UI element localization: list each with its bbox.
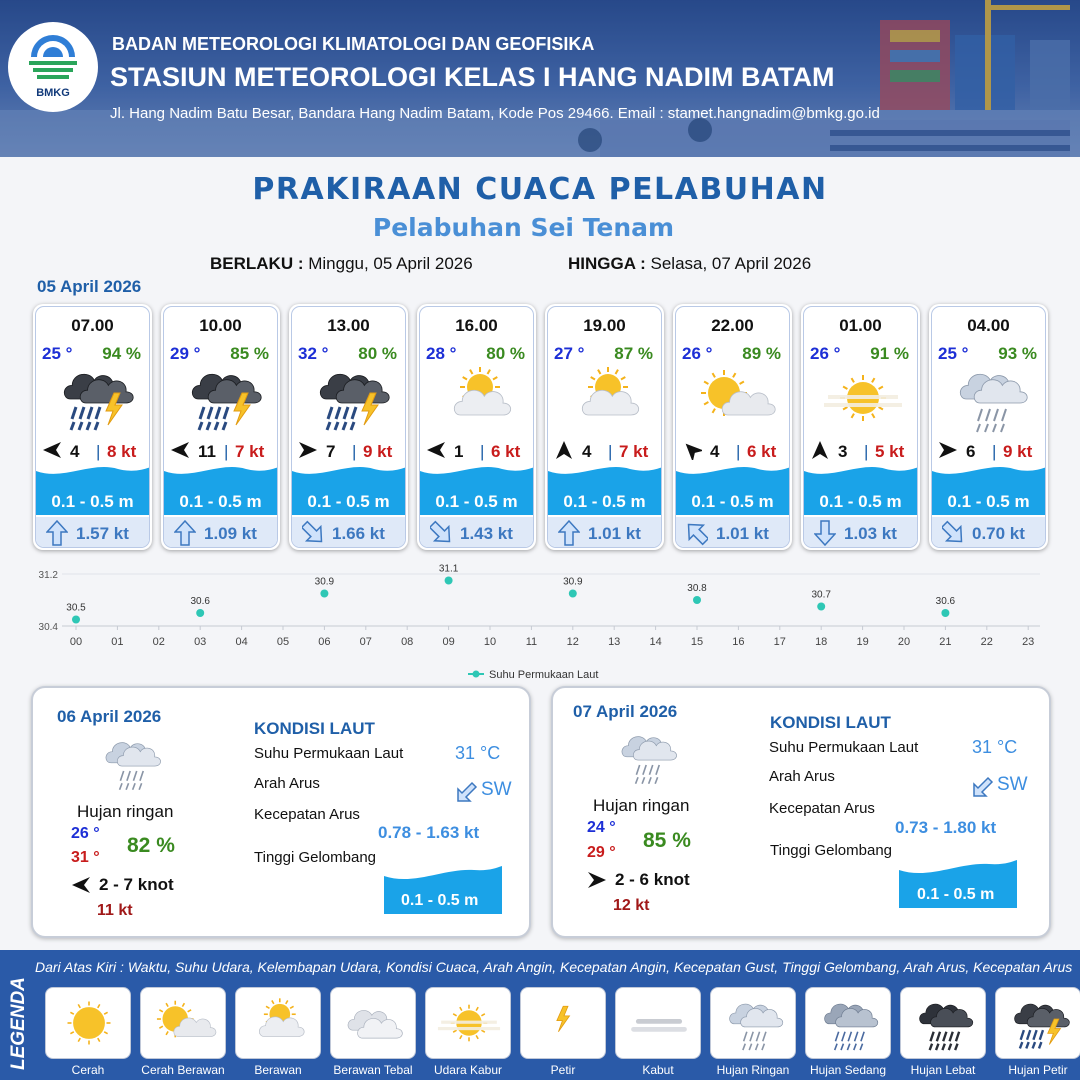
hujan-ringan-icon <box>607 722 687 790</box>
data-point <box>320 590 328 598</box>
wave-height: 0.1 - 0.5 m <box>819 492 902 511</box>
forecast-temp: 29 ° <box>170 344 201 363</box>
x-tick-label: 05 <box>276 636 290 648</box>
x-tick-label: 10 <box>483 636 497 648</box>
forecast-temp: 26 ° <box>810 344 841 363</box>
legend-label: Suhu Permukaan Laut <box>489 669 599 681</box>
data-label: 30.5 <box>66 602 86 614</box>
station-address: Jl. Hang Nadim Batu Besar, Bandara Hang Nadim Batam, Kode Pos 29466. Email : stamet.hangnadim@bmkg.go.id <box>110 105 880 122</box>
forecast-humidity: 91 % <box>870 344 909 363</box>
legend-cerah-berawan-icon <box>140 987 226 1059</box>
forecast-time: 01.00 <box>839 316 882 335</box>
x-tick-label: 14 <box>649 636 662 648</box>
current-speed-value: 0.73 - 1.80 kt <box>895 818 997 837</box>
gust: 11 kt <box>97 902 133 919</box>
gust-speed: 6 kt <box>747 442 777 461</box>
data-label: 30.7 <box>811 589 831 601</box>
current-dir-value: SW <box>997 774 1028 795</box>
gust-speed: 9 kt <box>363 442 393 461</box>
x-tick-label: 20 <box>897 636 911 648</box>
sea-title: KONDISI LAUT <box>770 713 891 732</box>
data-label: 30.6 <box>935 596 956 607</box>
station-name: STASIUN METEOROLOGI KELAS I HANG NADIM BATAM <box>110 62 835 92</box>
x-tick-label: 07 <box>359 636 372 648</box>
valid-from-value: Minggu, 05 April 2026 <box>308 254 473 273</box>
forecast-temp: 26 ° <box>682 344 713 363</box>
separator: | <box>608 442 613 461</box>
forecast-time: 04.00 <box>967 316 1010 335</box>
forecast-card <box>545 304 664 550</box>
x-tick-label: 15 <box>690 636 704 648</box>
wave-value: 0.1 - 0.5 m <box>401 892 479 909</box>
current-dir-label: Arah Arus <box>254 775 320 792</box>
legend-label: Berawan <box>254 1063 302 1077</box>
hujan-sedang-icon <box>810 990 888 1061</box>
arrow-southeast-icon <box>942 520 964 546</box>
wind-speed: 7 <box>326 442 336 461</box>
y-tick-label: 30.4 <box>38 622 58 633</box>
legend-label: Hujan Lebat <box>910 1063 976 1077</box>
forecast-humidity: 80 % <box>486 344 525 363</box>
wind-speed: 1 <box>454 442 464 461</box>
wave-height: 0.1 - 0.5 m <box>435 492 518 511</box>
sea-title: KONDISI LAUT <box>254 719 375 738</box>
forecast-time: 10.00 <box>199 316 242 335</box>
forecast-time: 07.00 <box>71 316 114 335</box>
legend-petir-icon <box>520 987 606 1059</box>
legend-label: Udara Kabur <box>433 1063 503 1077</box>
valid-to <box>568 254 811 274</box>
current-speed: 1.43 kt <box>460 524 513 543</box>
forecast-card <box>673 304 792 550</box>
sst-value: 31 °C <box>972 737 1018 757</box>
arrow-southwest-icon <box>970 776 994 800</box>
gust-speed: 7 kt <box>235 442 265 461</box>
legend-label: Petir <box>550 1063 576 1077</box>
legend-label: Hujan Petir <box>1008 1063 1068 1077</box>
data-point <box>569 590 577 598</box>
arrow-northwest-icon <box>682 440 702 460</box>
arrow-north-icon <box>46 520 68 546</box>
day-condition: Hujan ringan <box>77 802 174 821</box>
legend-hujan-petir-icon <box>995 987 1080 1059</box>
legend-marker <box>473 671 480 678</box>
x-tick-label: 23 <box>1022 636 1035 648</box>
x-tick-label: 02 <box>152 636 165 648</box>
forecast-card <box>161 304 280 550</box>
forecast-card <box>929 304 1048 550</box>
arrow-southeast-icon <box>302 520 324 546</box>
data-point <box>445 577 453 585</box>
legend-cerah-icon <box>45 987 131 1059</box>
current-speed-label: Kecepatan Arus <box>254 806 360 823</box>
x-tick-label: 12 <box>566 636 579 648</box>
forecast-card <box>801 304 920 550</box>
header-banner <box>0 0 1080 157</box>
forecast-time: 16.00 <box>455 316 498 335</box>
x-tick-label: 04 <box>235 636 248 648</box>
data-label: 31.1 <box>438 563 459 575</box>
forecast-temp: 25 ° <box>42 344 73 363</box>
legend-description: Dari Atas Kiri : Waktu, Suhu Udara, Kelembapan Udara, Kondisi Cuaca, Arah Angin, Kecepatan Angin, Kecepatan Gust, Tinggi Gelombang, Arah Arus, Kecepatan Arus <box>35 959 1073 975</box>
current-speed: 1.01 kt <box>716 524 769 543</box>
forecast-humidity: 94 % <box>102 344 141 363</box>
legend-label: Hujan Ringan <box>716 1063 790 1077</box>
sea-surface-temp-chart <box>0 560 1080 685</box>
berawan-icon <box>558 363 656 433</box>
arrow-southwest-icon <box>454 781 478 805</box>
legend-kabut-icon <box>615 987 701 1059</box>
page-title: PRAKIRAAN CUACA PELABUHAN <box>252 172 828 207</box>
arrow-north-icon <box>554 440 574 460</box>
temp-max: 31 ° <box>71 849 100 866</box>
gust-speed: 7 kt <box>619 442 649 461</box>
arrow-east-icon <box>587 871 607 889</box>
data-point <box>941 609 949 617</box>
valid-from-label: BERLAKU : <box>210 254 304 273</box>
forecast-time: 22.00 <box>711 316 754 335</box>
berawan-icon <box>240 990 318 1061</box>
wind-speed: 4 <box>582 442 592 461</box>
arrow-east-icon <box>938 440 958 460</box>
wave-height: 0.1 - 0.5 m <box>563 492 646 511</box>
wave-label: Tinggi Gelombang <box>254 849 377 866</box>
day-panel-2 <box>551 686 1051 938</box>
wind-range: 2 - 7 knot <box>99 875 174 894</box>
day-panel-1 <box>31 686 531 938</box>
valid-to-value: Selasa, 07 April 2026 <box>650 254 812 273</box>
forecast-humidity: 80 % <box>358 344 397 363</box>
arrow-east-icon <box>298 440 318 460</box>
separator: | <box>96 442 101 461</box>
x-tick-label: 18 <box>815 636 828 648</box>
wind-speed: 4 <box>70 442 80 461</box>
agency-name: BADAN METEOROLOGI KLIMATOLOGI DAN GEOFISIKA <box>112 34 595 54</box>
x-tick-label: 03 <box>194 636 207 648</box>
x-tick-label: 16 <box>732 636 745 648</box>
temp-max: 29 ° <box>587 844 616 861</box>
hujan-lebat-icon <box>905 990 983 1061</box>
x-tick-label: 00 <box>69 636 83 648</box>
separator: | <box>864 442 869 461</box>
current-speed: 1.57 kt <box>76 524 129 543</box>
x-tick-label: 13 <box>608 636 621 648</box>
day-date: 06 April 2026 <box>57 707 162 726</box>
data-point <box>72 616 80 624</box>
y-tick-label: 31.2 <box>38 570 58 581</box>
separator: | <box>736 442 741 461</box>
logo-text: BMKG <box>36 87 70 99</box>
temp-min: 26 ° <box>71 825 100 842</box>
page-subtitle: Pelabuhan Sei Tenam <box>372 213 675 242</box>
current-speed-value: 0.78 - 1.63 kt <box>378 823 480 842</box>
cerah-icon <box>50 990 128 1061</box>
udara-kabur-icon <box>814 363 912 433</box>
sst-label: Suhu Permukaan Laut <box>769 739 919 756</box>
arrow-west-icon <box>42 440 62 460</box>
data-point <box>693 596 701 604</box>
valid-to-label: HINGGA : <box>568 254 646 273</box>
legend-berawan-icon <box>235 987 321 1059</box>
x-tick-label: 19 <box>856 636 869 648</box>
forecast-humidity: 89 % <box>742 344 781 363</box>
legend-hujan-lebat-icon <box>900 987 986 1059</box>
gust-speed: 8 kt <box>107 442 137 461</box>
x-tick-label: 11 <box>525 636 538 648</box>
forecast-humidity: 85 % <box>230 344 269 363</box>
berawan-tebal-icon <box>335 990 413 1061</box>
x-tick-label: 22 <box>980 636 993 648</box>
forecast-card <box>417 304 536 550</box>
legend-label: Cerah Berawan <box>141 1063 225 1077</box>
hujan-petir-icon <box>302 363 400 433</box>
day-condition: Hujan ringan <box>593 796 690 815</box>
legend-berawan-tebal-icon <box>330 987 416 1059</box>
wind-range: 2 - 6 knot <box>615 870 690 889</box>
legend-label: Cerah <box>71 1063 105 1077</box>
data-label: 30.9 <box>563 576 583 588</box>
hujan-petir-icon <box>46 363 144 433</box>
forecast-time: 13.00 <box>327 316 370 335</box>
arrow-south-icon <box>814 520 836 546</box>
berawan-icon <box>430 363 528 433</box>
valid-from <box>210 254 473 274</box>
separator: | <box>352 442 357 461</box>
cerah-berawan-icon <box>145 990 223 1061</box>
x-tick-label: 21 <box>939 636 952 648</box>
hujan-ringan-icon <box>715 990 793 1061</box>
separator: | <box>992 442 997 461</box>
current-dir-label: Arah Arus <box>769 768 835 785</box>
forecast-temp: 28 ° <box>426 344 457 363</box>
arrow-southeast-icon <box>430 520 452 546</box>
sst-value: 31 °C <box>455 743 501 763</box>
wind-speed: 6 <box>966 442 976 461</box>
gust-speed: 9 kt <box>1003 442 1033 461</box>
arrow-west-icon <box>426 440 446 460</box>
wind-speed: 3 <box>838 442 848 461</box>
forecast-card <box>289 304 408 550</box>
forecast-time: 19.00 <box>583 316 626 335</box>
arrow-north-icon <box>174 520 196 546</box>
cerah-berawan-icon <box>686 363 784 433</box>
petir-icon <box>525 990 603 1061</box>
arrow-west-icon <box>170 440 190 460</box>
data-label: 30.8 <box>687 583 707 594</box>
hujan-petir-icon <box>174 363 272 433</box>
bmkg-emblem-icon <box>23 35 83 85</box>
legend-hujan-ringan-icon <box>710 987 796 1059</box>
wind-speed: 11 <box>198 442 216 461</box>
legend-label: Berawan Tebal <box>333 1063 413 1077</box>
wave-height: 0.1 - 0.5 m <box>947 492 1030 511</box>
arrow-north-icon <box>558 520 580 546</box>
current-speed: 1.01 kt <box>588 524 641 543</box>
legend-side-label <box>2 952 32 1078</box>
forecast-temp: 32 ° <box>298 344 329 363</box>
forecast-humidity: 87 % <box>614 344 653 363</box>
wave-height: 0.1 - 0.5 m <box>307 492 390 511</box>
hujan-petir-icon <box>1000 990 1078 1061</box>
x-tick-label: 17 <box>773 636 786 648</box>
forecast-card <box>33 304 152 550</box>
sst-label: Suhu Permukaan Laut <box>254 745 404 762</box>
wave-height: 0.1 - 0.5 m <box>179 492 262 511</box>
arrow-northwest-icon <box>686 520 708 546</box>
day-date: 07 April 2026 <box>573 702 678 721</box>
arrow-west-icon <box>71 876 91 894</box>
x-tick-label: 08 <box>401 636 414 648</box>
gust-speed: 5 kt <box>875 442 905 461</box>
legend-label: Hujan Sedang <box>809 1063 887 1077</box>
current-speed: 1.09 kt <box>204 524 257 543</box>
current-speed: 0.70 kt <box>972 524 1025 543</box>
x-tick-label: 09 <box>442 636 455 648</box>
temp-min: 24 ° <box>587 819 616 836</box>
wave-value: 0.1 - 0.5 m <box>917 886 995 903</box>
legend-hujan-sedang-icon <box>805 987 891 1059</box>
gust: 12 kt <box>613 897 650 914</box>
current-speed: 1.66 kt <box>332 524 385 543</box>
data-point <box>817 603 825 611</box>
bmkg-logo <box>8 22 98 112</box>
separator: | <box>480 442 485 461</box>
wave-label: Tinggi Gelombang <box>770 842 893 859</box>
humidity: 85 % <box>643 829 691 852</box>
x-tick-label: 01 <box>111 636 124 648</box>
x-tick-label: 06 <box>318 636 331 648</box>
day1-date: 05 April 2026 <box>37 277 142 296</box>
wind-speed: 4 <box>710 442 720 461</box>
wave-height: 0.1 - 0.5 m <box>691 492 774 511</box>
current-dir-value: SW <box>481 779 512 800</box>
wave-height: 0.1 - 0.5 m <box>51 492 134 511</box>
forecast-temp: 27 ° <box>554 344 585 363</box>
data-label: 30.6 <box>190 596 210 607</box>
arrow-north-icon <box>810 440 830 460</box>
kabut-icon <box>620 990 698 1061</box>
legend-udara-kabur-icon <box>425 987 511 1059</box>
separator: | <box>224 442 229 461</box>
current-speed-label: Kecepatan Arus <box>769 800 875 817</box>
hujan-ringan-icon <box>91 728 171 796</box>
forecast-temp: 25 ° <box>938 344 969 363</box>
humidity: 82 % <box>127 834 175 857</box>
udara-kabur-icon <box>430 990 508 1061</box>
data-point <box>196 609 204 617</box>
legend-side-text: LEGENDA <box>8 977 29 1070</box>
hujan-ringan-icon <box>942 363 1040 433</box>
gust-speed: 6 kt <box>491 442 521 461</box>
data-label: 30.9 <box>314 576 335 588</box>
current-speed: 1.03 kt <box>844 524 897 543</box>
legend-label: Kabut <box>642 1063 674 1077</box>
forecast-humidity: 93 % <box>998 344 1037 363</box>
